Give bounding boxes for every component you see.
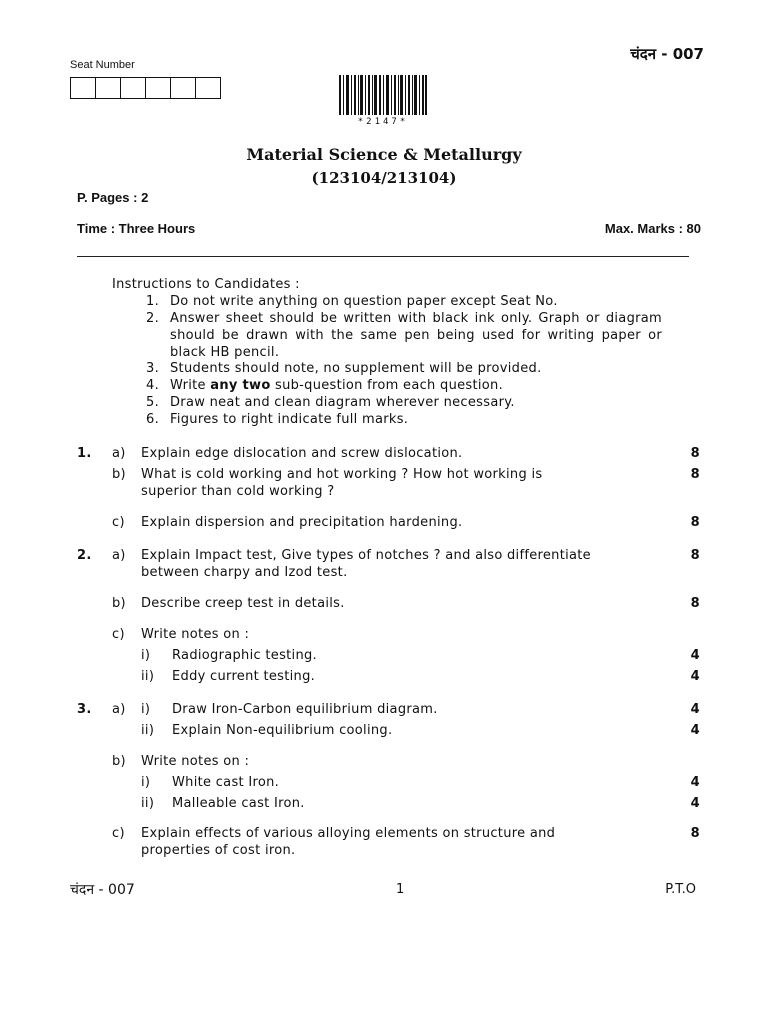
instruction-text: Draw neat and clean diagram wherever necessary. [170, 395, 515, 410]
question-number: 1. [77, 446, 92, 461]
instruction-item [146, 411, 664, 428]
instruction-item [146, 360, 664, 377]
subpart-text: Draw Iron-Carbon equilibrium diagram. [172, 702, 438, 717]
subpart-label: ii) [141, 723, 155, 738]
subpart-label: ii) [141, 669, 155, 684]
instruction-text: Answer sheet should be written with black ink only. Graph or diagram should be drawn with the same pen being used for writing paper or black HB pencil. [170, 311, 662, 360]
seat-number-boxes[interactable] [70, 77, 221, 99]
instruction-number: 4. [146, 378, 160, 393]
instruction-text-part: Write [170, 378, 211, 393]
footer-code: चंदन - 007 [70, 882, 135, 898]
marks: 4 [690, 669, 700, 684]
marks: 8 [690, 467, 700, 482]
subpart-text: Malleable cast Iron. [172, 796, 305, 811]
page-number: 1 [396, 882, 405, 897]
marks: 8 [690, 596, 700, 611]
part-label: c) [112, 826, 125, 841]
subpart-text: Eddy current testing. [172, 669, 316, 684]
subpart-label: i) [141, 775, 151, 790]
marks: 4 [690, 775, 700, 790]
instruction-text: Figures to right indicate full marks. [170, 412, 409, 427]
subpart-text: Radiographic testing. [172, 648, 317, 663]
paper-title: Material Science & Metallurgy [246, 145, 522, 164]
marks: 8 [690, 515, 700, 530]
seat-box[interactable] [96, 78, 121, 98]
instruction-item [146, 293, 664, 310]
question-text: Explain edge dislocation and screw dislocation. [141, 446, 463, 461]
part-label: b) [112, 467, 126, 482]
instruction-number: 1. [146, 294, 160, 309]
part-label: c) [112, 515, 125, 530]
marks: 4 [690, 723, 700, 738]
pto-label: P.T.O [665, 882, 696, 897]
question-text: between charpy and Izod test. [141, 565, 348, 580]
instruction-number: 6. [146, 412, 160, 427]
seat-box[interactable] [146, 78, 171, 98]
part-label: a) [112, 548, 126, 563]
marks: 4 [690, 702, 700, 717]
question-text: Explain Impact test, Give types of notches ? and also differentiate [141, 548, 591, 563]
marks: 8 [690, 548, 700, 563]
instruction-item [146, 310, 664, 361]
instruction-number: 3. [146, 361, 160, 376]
marks: 8 [690, 446, 700, 461]
marks: 4 [690, 648, 700, 663]
time-allowed: Time : Three Hours [77, 221, 196, 236]
instructions-heading: Instructions to Candidates : [112, 277, 300, 292]
page-count: P. Pages : 2 [77, 190, 149, 205]
barcode-icon [339, 75, 427, 115]
instruction-number: 2. [146, 311, 160, 326]
instruction-number: 5. [146, 395, 160, 410]
seat-box[interactable] [171, 78, 196, 98]
subpart-text: Explain Non-equilibrium cooling. [172, 723, 393, 738]
instruction-text: Students should note, no supplement will be provided. [170, 361, 542, 376]
part-label: a) [112, 446, 126, 461]
question-text: superior than cold working ? [141, 484, 335, 499]
instruction-text: Do not write anything on question paper except Seat No. [170, 294, 558, 309]
question-text: Write notes on : [141, 627, 250, 642]
question-text: Describe creep test in details. [141, 596, 345, 611]
instruction-text [170, 377, 662, 394]
subpart-label: i) [141, 702, 151, 717]
max-marks: Max. Marks : 80 [604, 221, 701, 236]
question-text: properties of cost iron. [141, 843, 296, 858]
instruction-emphasis: any two [210, 378, 271, 393]
instruction-item [146, 377, 664, 394]
seat-box[interactable] [121, 78, 146, 98]
barcode-number: *2147* [357, 117, 409, 127]
question-text: What is cold working and hot working ? How hot working is [141, 467, 543, 482]
marks: 4 [690, 796, 700, 811]
instruction-item [146, 394, 664, 411]
instruction-text-part: sub-question from each question. [270, 378, 504, 393]
seat-number-label: Seat Number [70, 59, 135, 71]
subpart-text: White cast Iron. [172, 775, 280, 790]
question-number: 3. [77, 702, 92, 717]
paper-code: चंदन - 007 [630, 45, 704, 63]
paper-subtitle: (123104/213104) [311, 169, 457, 187]
part-label: c) [112, 627, 125, 642]
question-text: Write notes on : [141, 754, 250, 769]
part-label: a) [112, 702, 126, 717]
marks: 8 [690, 826, 700, 841]
seat-box[interactable] [71, 78, 96, 98]
subpart-label: ii) [141, 796, 155, 811]
seat-box[interactable] [196, 78, 220, 98]
question-number: 2. [77, 548, 92, 563]
question-text: Explain dispersion and precipitation hardening. [141, 515, 463, 530]
part-label: b) [112, 754, 126, 769]
part-label: b) [112, 596, 126, 611]
question-text: Explain effects of various alloying elements on structure and [141, 826, 556, 841]
divider [77, 256, 689, 257]
subpart-label: i) [141, 648, 151, 663]
